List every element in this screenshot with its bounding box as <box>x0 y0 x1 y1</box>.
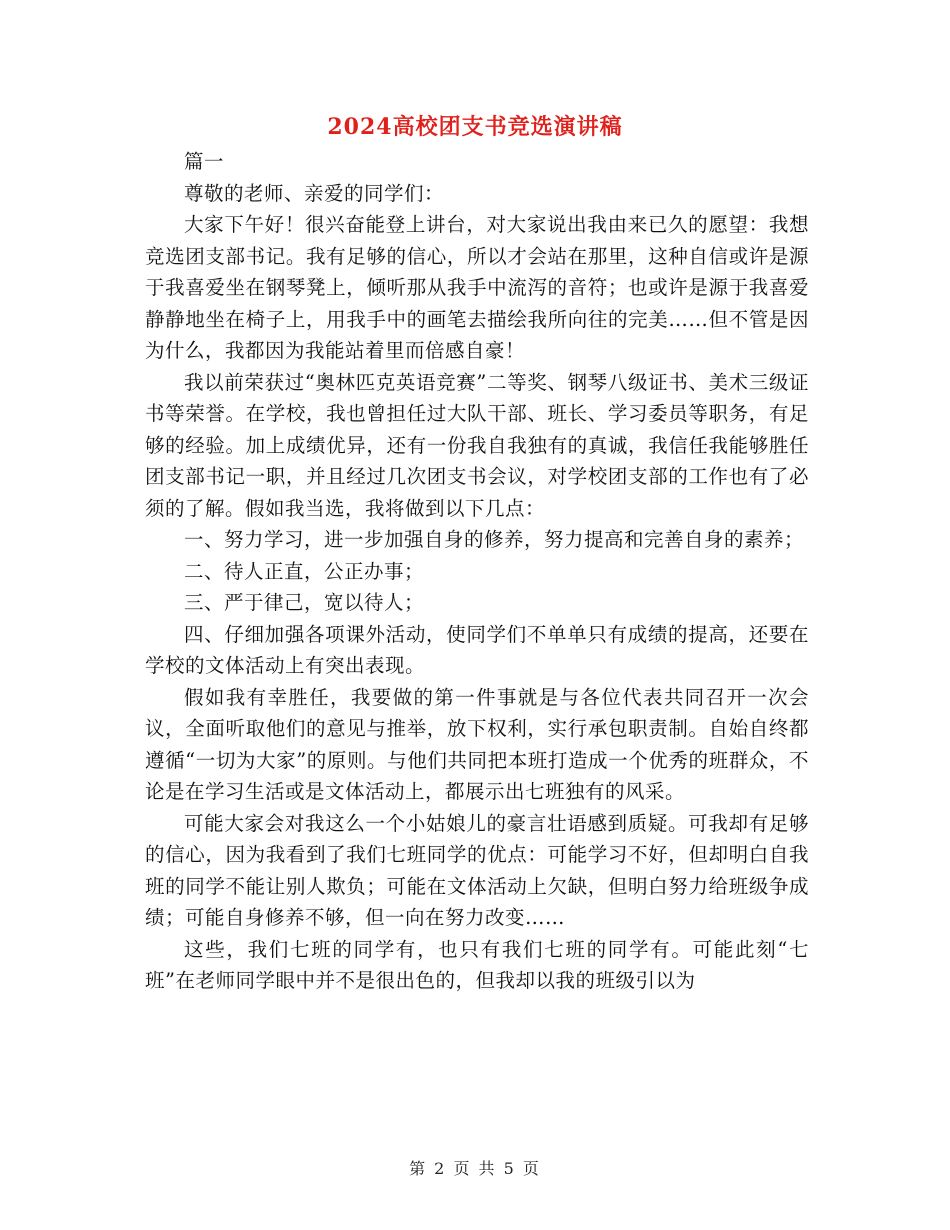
paragraph-greeting: 大家下午好！很兴奋能登上讲台，对大家说出我由来已久的愿望：我想竞选团支部书记。我有足够的信心，所以才会站在那里，这种自信或许是源于我喜爱坐在钢琴凳上，倾听那从我手中流泻的音符；也或许是源于我喜爱静静地坐在椅子上，用我手中的画笔去描绘我所向往的完美……但不管是因为什么，我都因为我能站着里而倍感自豪！ <box>145 213 809 362</box>
paragraph-point-3: 三、严于律己，宽以待人； <box>184 591 425 614</box>
paragraph-section-label: 篇一 <box>184 150 225 173</box>
paragraph-achievements: 我以前荣获过“奥林匹克英语竞赛”二等奖、钢琴八级证书、美术三级证书等荣誉。在学校，我也曾担任过大队干部、班长、学习委员等职务，有足够的经验。加上成绩优异，还有一份我自我独有的真诚，我信任我能够胜任团支部书记一职，并且经过几次团支书会议，对学校团支部的工作也有了必须的了解。假如我当选，我将做到以下几点： <box>145 370 809 520</box>
page-number-footer: 第 2 页 共 5 页 <box>409 1159 541 1178</box>
document-body <box>145 146 809 997</box>
paragraph-confidence: 可能大家会对我这么一个小姑娘儿的豪言壮语感到质疑。可我却有足够的信心，因为我看到了我们七班同学的优点：可能学习不好，但却明白自我班的同学不能让别人欺负；可能在文体活动上欠缺，但明白努力给班级争成绩；可能自身修养不够，但一向在努力改变…… <box>145 811 809 929</box>
paragraph-plan: 假如我有幸胜任，我要做的第一件事就是与各位代表共同召开一次会议，全面听取他们的意见与推举，放下权利，实行承包职责制。自始自终都遵循“一切为大家”的原则。与他们共同把本班打造成一个优秀的班群众，不论是在学习生活或是文体活动上，都展示出七班独有的风采。 <box>145 685 809 803</box>
paragraph-class-pride: 这些，我们七班的同学有，也只有我们七班的同学有。可能此刻“七班”在老师同学眼中并不是很出色的，但我却以我的班级引以为 <box>145 937 809 992</box>
document-title: 2024高校团支书竞选演讲稿 <box>327 114 623 140</box>
paragraph-point-4: 四、仔细加强各项课外活动，使同学们不单单只有成绩的提高，还要在学校的文体活动上有突出表现。 <box>145 622 809 677</box>
paragraph-point-2: 二、待人正直，公正办事； <box>184 559 425 583</box>
paragraph-salutation: 尊敬的老师、亲爱的同学们： <box>184 181 445 205</box>
paragraph-point-1: 一、努力学习，进一步加强自身的修养，努力提高和完善自身的素养； <box>184 528 805 551</box>
